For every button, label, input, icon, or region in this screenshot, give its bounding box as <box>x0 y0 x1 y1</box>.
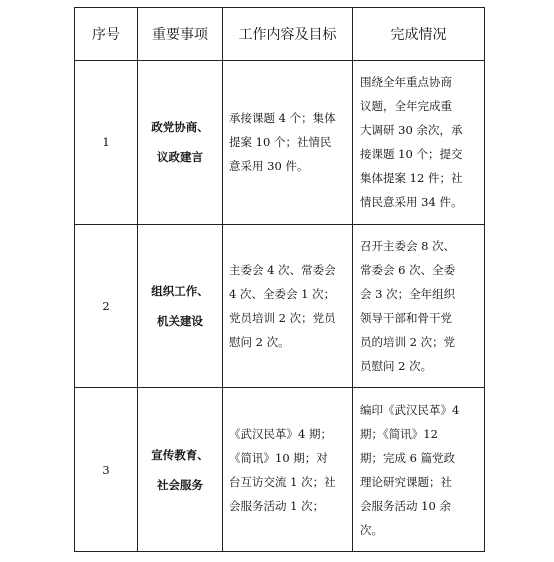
row-status-line: 领导干部和骨干党 <box>360 310 452 325</box>
row-status-line: 接课题 10 个；提交 <box>360 147 463 162</box>
row-content-line: 《武汉民革》4 期； <box>229 426 332 441</box>
row-number: 3 <box>75 388 138 552</box>
table-row <box>75 224 485 388</box>
row-content-line: 台互访交流 1 次；社 <box>229 474 336 489</box>
row-status-line: 会 3 次；全年组织 <box>360 286 456 301</box>
row-content <box>223 61 353 225</box>
row-status <box>353 224 485 388</box>
row-number: 1 <box>75 61 138 225</box>
row-status-line: 召开主委会 8 次、 <box>360 238 456 253</box>
row-status-line: 期；完成 6 篇党政 <box>360 450 456 465</box>
row-status-line: 集体提案 12 件；社 <box>360 171 463 186</box>
row-item <box>138 224 223 388</box>
work-summary-table <box>74 7 485 552</box>
row-content-line: 意采用 30 件。 <box>229 159 309 174</box>
header-status: 完成情况 <box>353 8 485 61</box>
row-status-line: 员慰问 2 次。 <box>360 358 433 373</box>
row-status-line: 次。 <box>360 522 383 537</box>
header-item: 重要事项 <box>138 8 223 61</box>
row-content-line: 承接课题 4 个；集体 <box>229 111 336 126</box>
row-status-line: 编印《武汉民革》4 <box>360 402 460 417</box>
row-status-line: 会服务活动 10 余 <box>360 498 451 513</box>
header-content: 工作内容及目标 <box>223 8 353 61</box>
row-content-line: 慰问 2 次。 <box>229 334 290 349</box>
row-item-line: 组织工作、 <box>151 283 209 298</box>
row-content-line: 4 次、全委会 1 次； <box>229 286 336 301</box>
header-row <box>75 8 485 61</box>
table-row <box>75 388 485 552</box>
row-item-line: 议政建言 <box>157 150 203 165</box>
row-content-line: 提案 10 个；社情民 <box>229 135 332 150</box>
row-content-line: 主委会 4 次、常委会 <box>229 262 336 277</box>
row-item <box>138 388 223 552</box>
row-status-line: 员的培训 2 次；党 <box>360 334 456 349</box>
row-content <box>223 224 353 388</box>
header-number: 序号 <box>75 8 138 61</box>
row-status-line: 围绕全年重点协商 <box>360 75 452 90</box>
row-status-line: 议题，全年完成重 <box>360 99 452 114</box>
row-status-line: 理论研究课题；社 <box>360 474 452 489</box>
row-status <box>353 388 485 552</box>
row-content-line: 会服务活动 1 次； <box>229 498 325 513</box>
row-content-line: 党员培训 2 次；党员 <box>229 310 336 325</box>
row-item-line: 机关建设 <box>157 313 203 328</box>
row-status-line: 期；《简讯》12 <box>360 426 438 441</box>
row-item <box>138 61 223 225</box>
row-content <box>223 388 353 552</box>
row-status-line: 大调研 30 余次，承 <box>360 123 463 138</box>
row-status <box>353 61 485 225</box>
row-item-line: 宣传教育、 <box>151 447 209 462</box>
table-row <box>75 61 485 225</box>
row-item-line: 社会服务 <box>157 477 203 492</box>
row-item-line: 政党协商、 <box>151 120 209 135</box>
row-number: 2 <box>75 224 138 388</box>
row-status-line: 常委会 6 次、全委 <box>360 262 456 277</box>
row-content-line: 《简讯》10 期；对 <box>229 450 328 465</box>
row-status-line: 情民意采用 34 件。 <box>360 195 463 210</box>
